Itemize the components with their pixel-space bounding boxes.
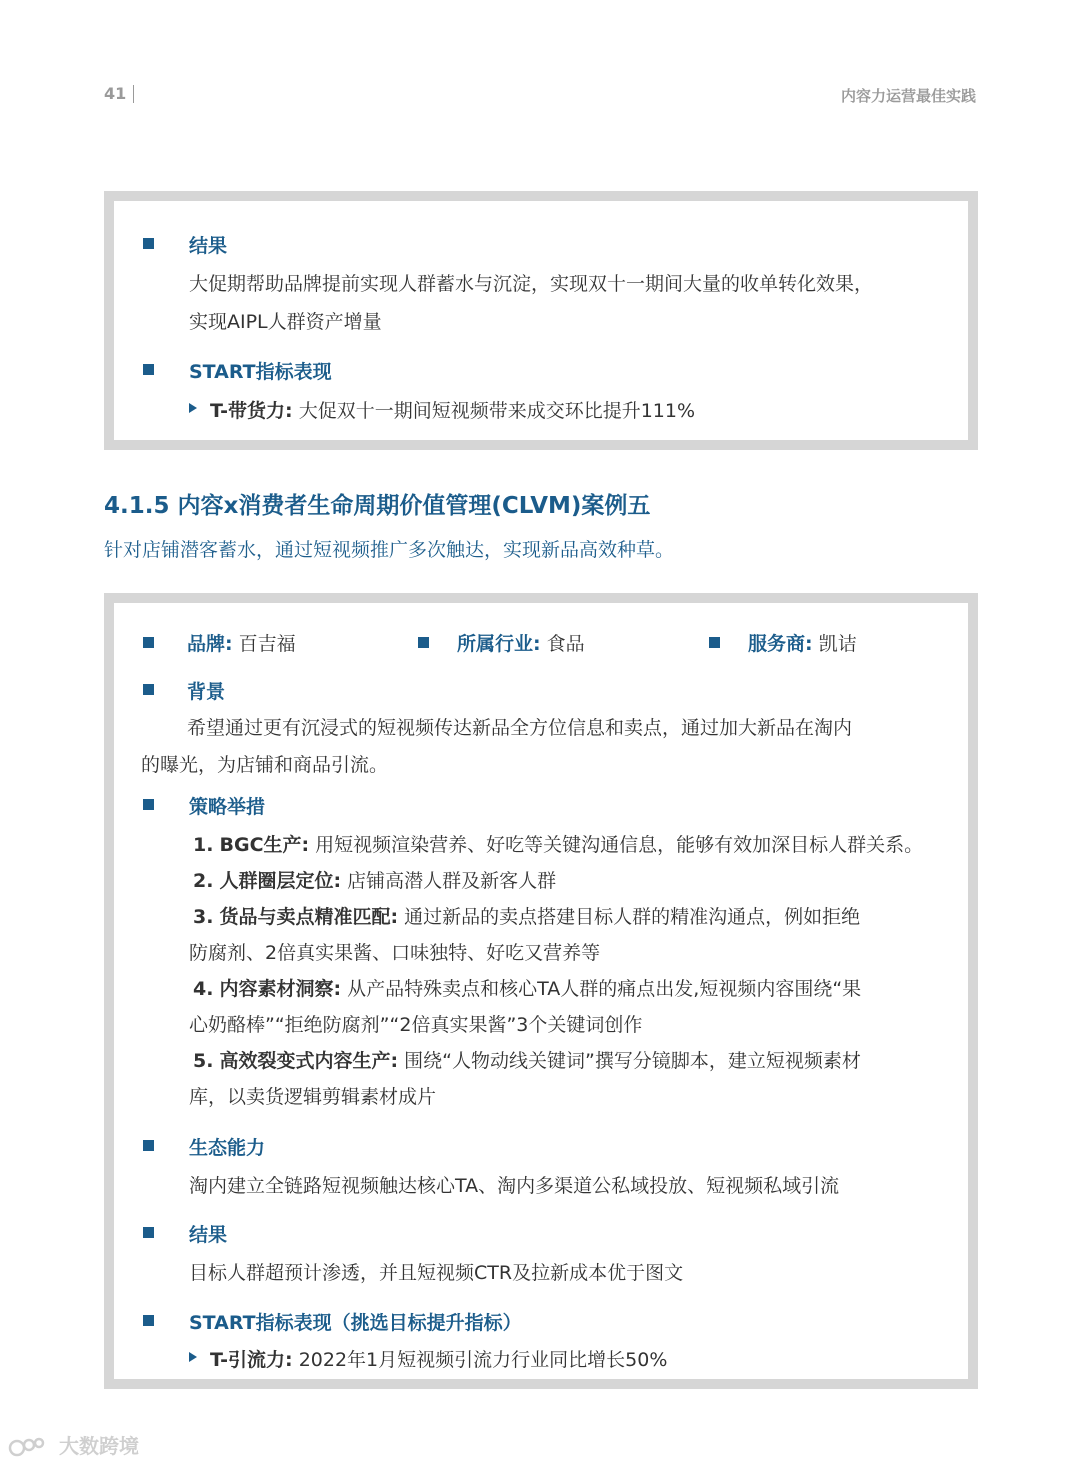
start-item-text: 大促双十一期间短视频带来成交环比提升111% — [298, 400, 696, 422]
section-subtitle: 针对店铺潜客蓄水，通过短视频推广多次触达，实现新品高效种草。 — [104, 539, 675, 561]
start2-item — [210, 1345, 667, 1372]
strategy-item-text: 从产品特殊卖点和核心TA人群的痛点出发,短视频内容围绕“果 — [347, 978, 862, 1000]
strategy-item-text: 通过新品的卖点搭建目标人群的精准沟通点，例如拒绝 — [404, 906, 861, 928]
ecosystem-text: 淘内建立全链路短视频触达核心TA、淘内多渠道公私域投放、短视频私域引流 — [189, 1175, 840, 1197]
bullet-square-icon — [418, 637, 429, 648]
start2-item-text: 2022年1月短视频引流力行业同比增长50% — [298, 1349, 668, 1371]
strategy-item-3 — [193, 902, 860, 929]
start-heading: START指标表现 — [189, 361, 332, 383]
strategy-item-label: 人群圈层定位: — [219, 870, 342, 892]
bullet-square-icon — [143, 799, 154, 810]
start2-heading: START指标表现（挑选目标提升指标） — [189, 1312, 522, 1334]
industry-value: 食品 — [546, 633, 585, 655]
result-heading: 结果 — [189, 235, 228, 257]
provider-value: 凯诘 — [818, 633, 857, 655]
triangle-bullet-icon — [189, 1352, 197, 1362]
ecosystem-heading: 生态能力 — [189, 1137, 266, 1159]
watermark-logo-icon — [8, 1435, 48, 1461]
strategy-item-number: 5. — [193, 1050, 214, 1072]
strategy-item-3-line-2: 防腐剂、2倍真实果酱、口味独特、好吃又营养等 — [189, 942, 601, 964]
bullet-square-icon — [143, 684, 154, 695]
provider-label: 服务商: — [748, 633, 813, 655]
strategy-heading: 策略举措 — [189, 796, 266, 818]
bullet-square-icon — [143, 238, 154, 249]
strategy-item-text: 店铺高潜人群及新客人群 — [347, 870, 557, 892]
background-line-1: 希望通过更有沉浸式的短视频传达新品全方位信息和卖点，通过加大新品在淘内 — [187, 717, 853, 739]
strategy-item-number: 1. — [193, 834, 214, 856]
strategy-item-label: 货品与卖点精准匹配: — [219, 906, 399, 928]
triangle-bullet-icon — [189, 403, 197, 413]
watermark — [8, 1430, 139, 1461]
strategy-item-text: 用短视频渲染营养、好吃等关键沟通信息，能够有效加深目标人群关系。 — [315, 834, 924, 856]
strategy-item-1 — [193, 830, 923, 857]
bullet-square-icon — [143, 1315, 154, 1326]
strategy-item-4-line-2: 心奶酪棒”“拒绝防腐剂”“2倍真实果酱”3个关键词创作 — [189, 1014, 643, 1036]
bullet-square-icon — [143, 364, 154, 375]
result2-heading: 结果 — [189, 1224, 228, 1246]
bullet-square-icon — [143, 1227, 154, 1238]
strategy-item-5-line-2: 库，以卖货逻辑剪辑素材成片 — [189, 1086, 437, 1108]
strategy-item-2 — [193, 866, 556, 893]
section-title: 4.1.5 内容x消费者生命周期价值管理(CLVM)案例五 — [104, 493, 651, 519]
strategy-item-number: 3. — [193, 906, 214, 928]
strategy-item-label: 高效裂变式内容生产: — [219, 1050, 399, 1072]
strategy-item-5 — [193, 1046, 861, 1073]
strategy-item-label: 内容素材洞察: — [219, 978, 342, 1000]
brand-value: 百吉福 — [238, 633, 296, 655]
strategy-item-label: BGC生产: — [219, 834, 310, 856]
running-header: 内容力运营最佳实践 — [840, 87, 976, 105]
result-line-1: 大促期帮助品牌提前实现人群蓄水与沉淀，实现双十一期间大量的收单转化效果， — [189, 273, 874, 295]
brand-label: 品牌: — [187, 633, 233, 655]
industry-field — [457, 629, 585, 656]
watermark-text: 大数跨境 — [58, 1434, 139, 1458]
background-heading: 背景 — [187, 681, 226, 703]
bullet-square-icon — [709, 637, 720, 648]
start-item — [210, 396, 695, 423]
strategy-item-number: 4. — [193, 978, 214, 1000]
result2-text: 目标人群超预计渗透，并且短视频CTR及拉新成本优于图文 — [189, 1262, 684, 1284]
strategy-item-4 — [193, 974, 861, 1001]
brand-field — [187, 629, 296, 656]
industry-label: 所属行业: — [457, 633, 541, 655]
bullet-square-icon — [143, 1140, 154, 1151]
header-divider — [133, 85, 134, 103]
strategy-item-number: 2. — [193, 870, 214, 892]
start-item-label: T-带货力: — [210, 400, 293, 422]
result-line-2: 实现AIPL人群资产增量 — [189, 311, 382, 333]
strategy-item-text: 围绕“人物动线关键词”撰写分镜脚本，建立短视频素材 — [404, 1050, 861, 1072]
start2-item-label: T-引流力: — [210, 1349, 293, 1371]
provider-field — [748, 629, 857, 656]
bullet-square-icon — [143, 637, 154, 648]
background-line-2: 的曝光，为店铺和商品引流。 — [141, 754, 389, 776]
page-number: 41 — [104, 84, 127, 103]
